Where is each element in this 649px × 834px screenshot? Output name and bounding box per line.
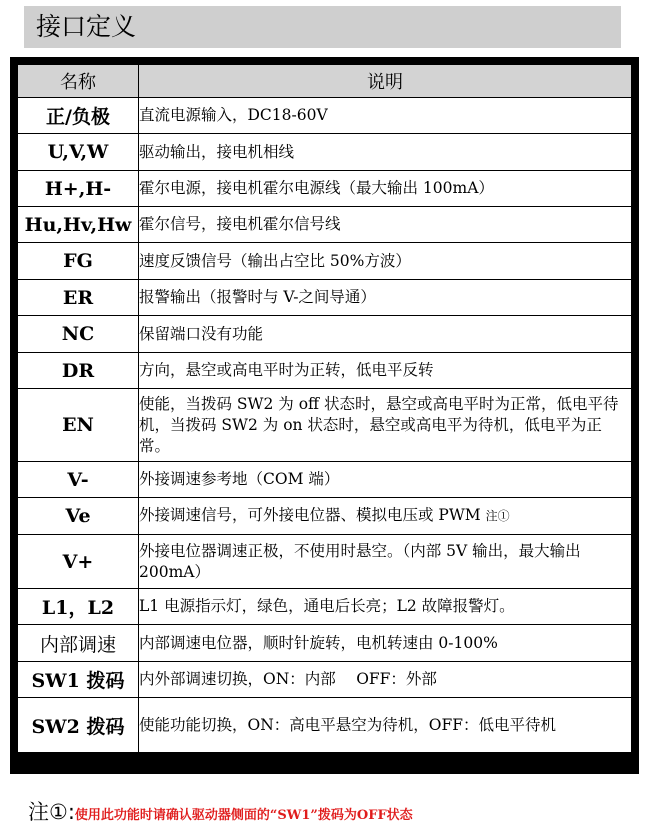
header-description: 说明	[139, 65, 632, 98]
pin-description	[139, 389, 632, 462]
table-row	[18, 134, 632, 171]
table-row	[18, 389, 632, 462]
pin-name: Hu,Hv,Hw	[18, 207, 139, 243]
table-row	[18, 316, 632, 353]
pin-description	[139, 98, 632, 134]
pin-description	[139, 498, 632, 535]
description-text: 保留端口没有功能	[139, 324, 264, 343]
pin-name: DR	[18, 353, 139, 389]
description-text: 速度反馈信号（输出占空比 50%方波）	[139, 251, 411, 270]
pin-description	[139, 535, 632, 589]
table-row	[18, 462, 632, 498]
pin-name: V-	[18, 462, 139, 498]
table-row	[18, 498, 632, 535]
pin-description	[139, 207, 632, 243]
pin-name: 正/负极	[18, 98, 139, 134]
pin-description	[139, 316, 632, 353]
interface-table	[17, 64, 632, 753]
pin-name: 内部调速	[18, 625, 139, 662]
pin-name: V+	[18, 535, 139, 589]
pin-description	[139, 662, 632, 698]
table-row	[18, 98, 632, 134]
description-text: 外接调速信号，可外接电位器、模拟电压或 PWM	[139, 506, 481, 524]
table-header-row	[18, 65, 632, 98]
table-body	[18, 98, 632, 753]
pin-description	[139, 280, 632, 316]
description-text: 内外部调速切换，ON：内部 OFF：外部	[139, 670, 437, 688]
pin-description	[139, 698, 632, 753]
description-text: 使能功能切换，ON：高电平悬空为待机，OFF：低电平待机	[139, 715, 556, 734]
description-text: L1 电源指示灯，绿色，通电后长亮；L2 故障报警灯。	[139, 597, 515, 615]
pin-name: SW2 拨码	[18, 698, 139, 753]
description-text: 使能，当拨码 SW2 为 off 状态时，悬空或高电平时为正常，低电平待机，当拨码 SW2 为 on 状态时，悬空或高电平为待机，低电平为正常。	[139, 394, 619, 455]
pin-description	[139, 134, 632, 171]
pin-name: Ve	[18, 498, 139, 535]
pin-name: SW1 拨码	[18, 662, 139, 698]
pin-name: L1，L2	[18, 589, 139, 625]
note-reference: 注①	[485, 509, 510, 523]
description-text: 霍尔信号，接电机霍尔信号线	[139, 215, 341, 233]
header-name: 名称	[18, 65, 139, 98]
pin-name: ER	[18, 280, 139, 316]
pin-name: EN	[18, 389, 139, 462]
table-row	[18, 698, 632, 753]
table-row	[18, 535, 632, 589]
table-row	[18, 243, 632, 280]
footnote-label: 注①:	[28, 800, 75, 824]
pin-name: FG	[18, 243, 139, 280]
description-text: 方向，悬空或高电平时为正转，低电平反转	[139, 361, 434, 379]
footnote	[28, 796, 413, 826]
title-bar	[24, 6, 621, 48]
footnote-text: 使用此功能时请确认驱动器侧面的“SW1”拨码为OFF状态	[74, 808, 413, 823]
table-row	[18, 280, 632, 316]
table-row	[18, 625, 632, 662]
pin-name: U,V,W	[18, 134, 139, 171]
table-row	[18, 353, 632, 389]
description-text: 直流电源输入，DC18-60V	[139, 106, 328, 124]
description-text: 外接调速参考地（COM 端）	[139, 470, 340, 488]
pin-description	[139, 625, 632, 662]
description-text: 霍尔电源，接电机霍尔电源线（最大输出 100mA）	[139, 179, 494, 197]
pin-description	[139, 171, 632, 207]
pin-description	[139, 243, 632, 280]
description-text: 报警输出（报警时与 V-之间导通）	[139, 288, 376, 306]
pin-description	[139, 589, 632, 625]
pin-name: NC	[18, 316, 139, 353]
table-row	[18, 662, 632, 698]
page-title: 接口定义	[36, 12, 137, 41]
table-row	[18, 207, 632, 243]
description-text: 内部调速电位器，顺时针旋转，电机转速由 0-100%	[139, 633, 498, 652]
pin-name: H+,H-	[18, 171, 139, 207]
table-row	[18, 589, 632, 625]
description-text: 驱动输出，接电机相线	[139, 142, 295, 161]
description-text: 外接电位器调速正极，不使用时悬空。（内部 5V 输出，最大输出 200mA）	[139, 541, 581, 581]
table-row	[18, 171, 632, 207]
pin-description	[139, 353, 632, 389]
pin-description	[139, 462, 632, 498]
